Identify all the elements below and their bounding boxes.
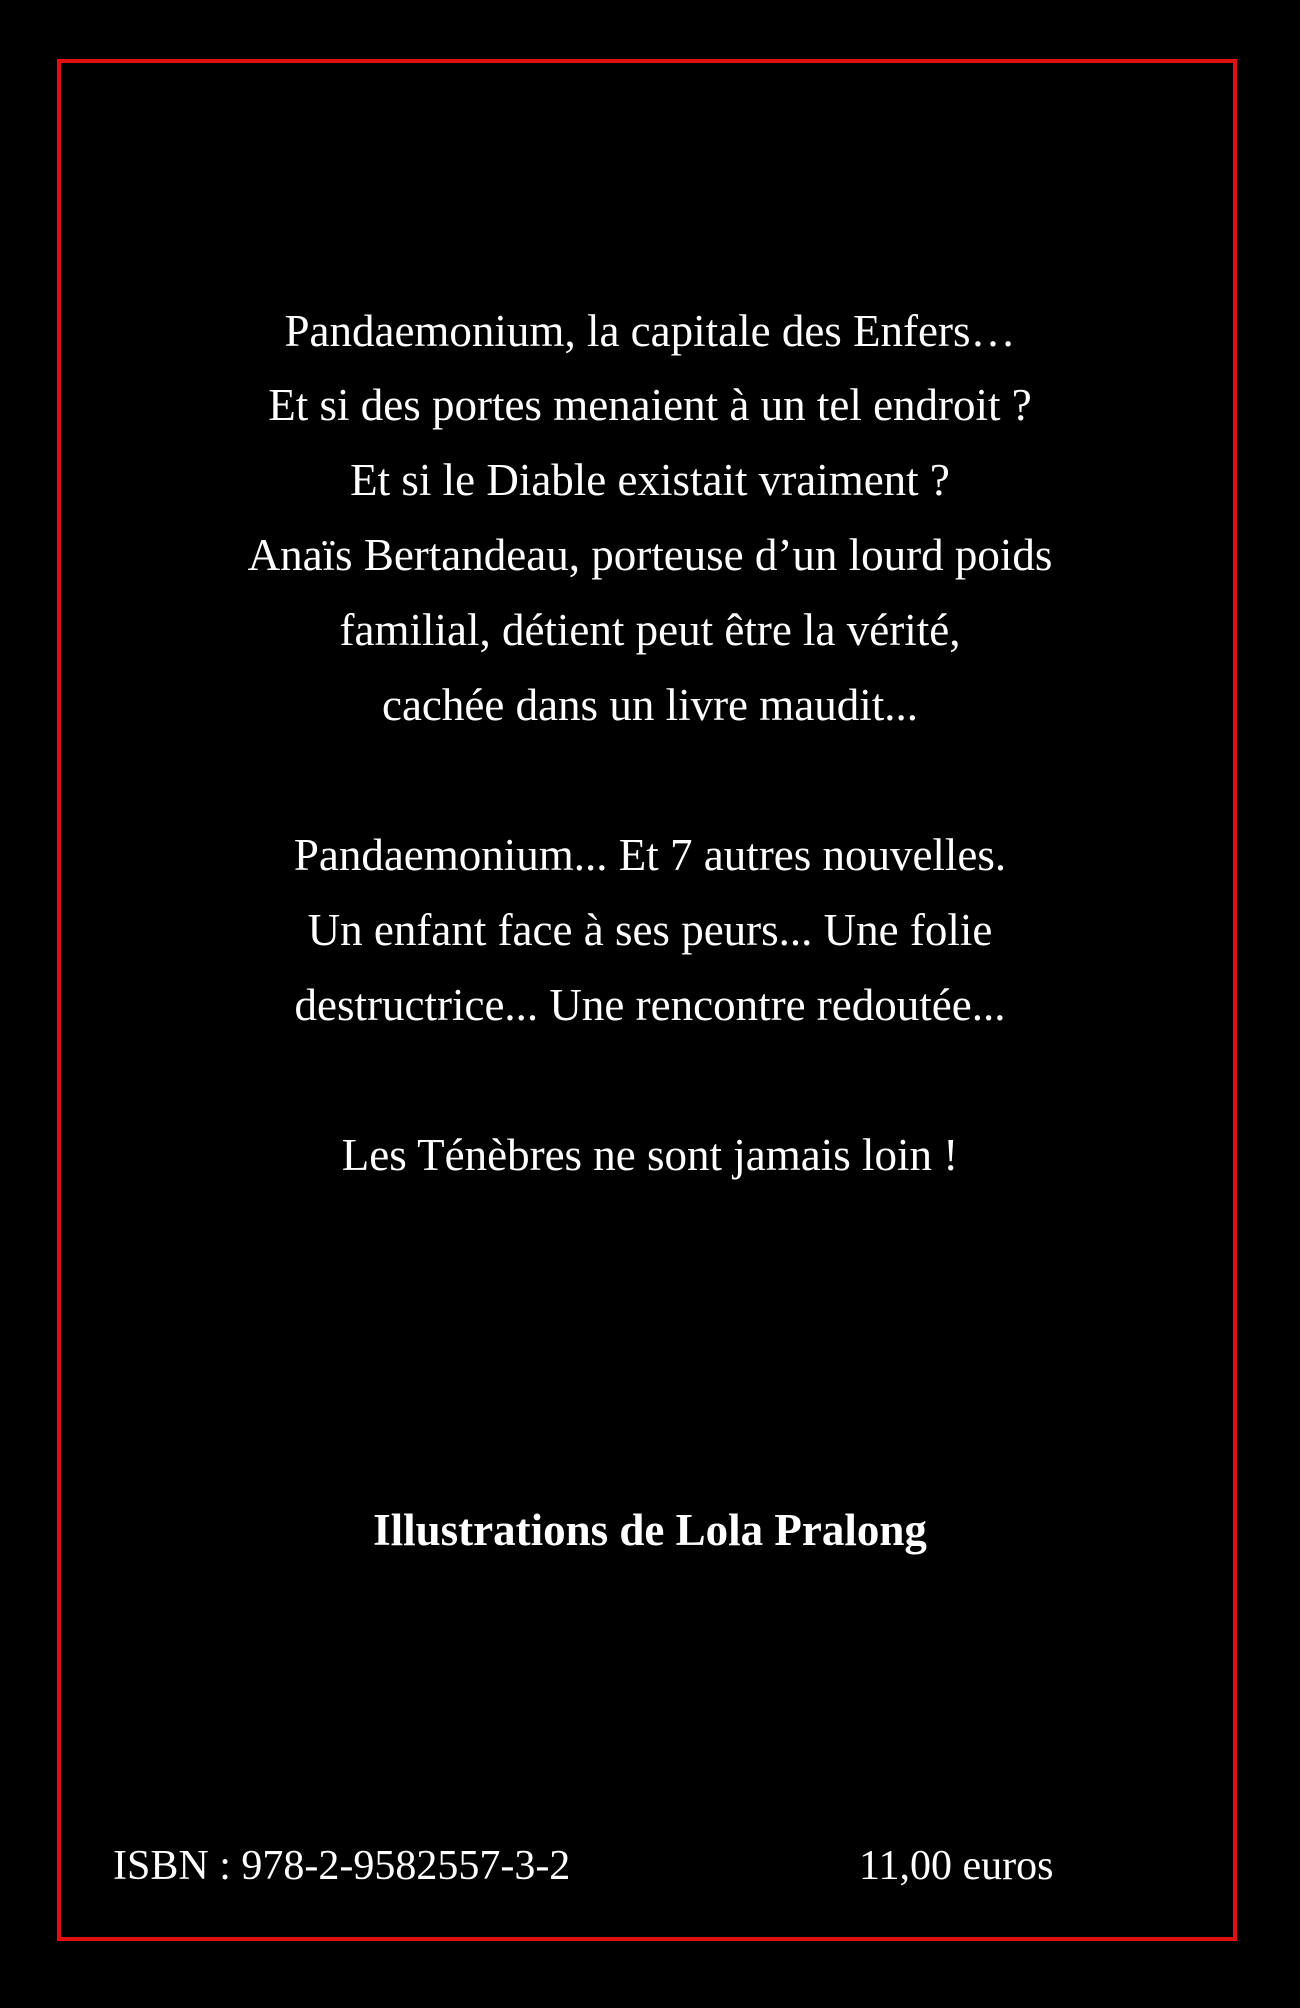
- isbn-number: ISBN : 978-2-9582557-3-2: [113, 1843, 571, 1889]
- blurb-line: Un enfant face à ses peurs... Une folie: [307, 905, 993, 955]
- blurb-line: familial, détient peut être la vérité,: [339, 605, 961, 655]
- price-label: 11,00 euros: [859, 1843, 1054, 1889]
- blurb-tagline: Les Ténèbres ne sont jamais loin !: [341, 1130, 959, 1180]
- blurb-line: Et si des portes menaient à un tel endroit ?: [268, 380, 1032, 430]
- illustrator-credit: Illustrations de Lola Pralong: [373, 1505, 927, 1555]
- blurb-line: Et si le Diable existait vraiment ?: [350, 455, 950, 505]
- blurb-line: destructrice... Une rencontre redoutée...: [294, 980, 1006, 1030]
- blurb-line: Pandaemonium... Et 7 autres nouvelles.: [293, 830, 1007, 880]
- blurb-line: Anaïs Bertandeau, porteuse d’un lourd poids: [247, 530, 1053, 580]
- blurb-line: cachée dans un livre maudit...: [381, 680, 919, 730]
- blurb-line: Pandaemonium, la capitale des Enfers…: [284, 306, 1016, 356]
